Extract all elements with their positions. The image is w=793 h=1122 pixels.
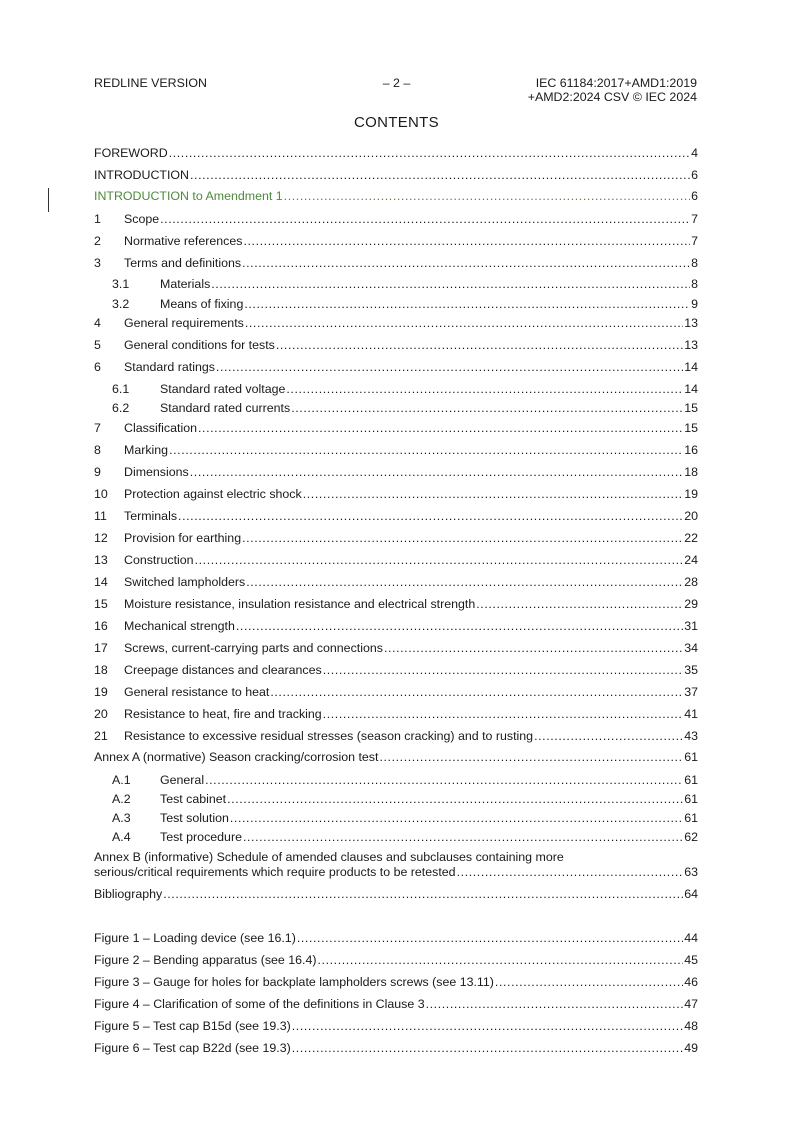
- toc-entry-number: 6: [94, 360, 101, 374]
- toc-leader-dots: [534, 729, 683, 743]
- toc-entry-title: Figure 4 – Clarification of some of the definitions in Clause 3: [94, 997, 425, 1011]
- toc-entry-clause-6-1[interactable]: [94, 380, 698, 396]
- toc-entry-clause-6-2[interactable]: [94, 399, 698, 415]
- toc-entry-clause-21[interactable]: [94, 727, 698, 743]
- toc-leader-dots: [195, 553, 684, 567]
- toc-entry-number: A.3: [112, 811, 131, 825]
- toc-leader-dots: [190, 465, 683, 479]
- toc-leader-dots: [169, 443, 683, 457]
- page-title: CONTENTS: [354, 114, 439, 131]
- toc-entry-title: Dimensions: [124, 465, 189, 479]
- toc-entry-number: 14: [94, 575, 108, 589]
- toc-entry-title: Provision for earthing: [124, 531, 242, 545]
- toc-entry-title: Annex B (informative) Schedule of amended clauses and subclauses containing more: [94, 850, 564, 864]
- toc-entry-page: 19: [684, 487, 698, 501]
- toc-entry-page: 35: [684, 663, 698, 677]
- toc-entry-page: 41: [684, 707, 698, 721]
- toc-entry-clause-20[interactable]: [94, 705, 698, 721]
- toc-entry-title: Standard ratings: [124, 360, 215, 374]
- toc-leader-dots: [318, 953, 684, 967]
- toc-entry-number: 17: [94, 641, 108, 655]
- toc-entry-title: Means of fixing: [160, 297, 244, 311]
- toc-entry-title: Mechanical strength: [124, 619, 235, 633]
- toc-leader-dots: [457, 865, 684, 879]
- toc-entry-foreword[interactable]: [94, 144, 698, 160]
- toc-entry-title: Construction: [124, 553, 194, 567]
- toc-entry-title: Screws, current-carrying parts and connections: [124, 641, 383, 655]
- toc-entry-annex-b[interactable]: [94, 850, 698, 879]
- toc-entry-page: 24: [684, 553, 698, 567]
- toc-entry-title: Terminals: [124, 509, 178, 523]
- toc-entry-clause-8[interactable]: [94, 441, 698, 457]
- toc-entry-page: 37: [684, 685, 698, 699]
- toc-entry-number: 19: [94, 685, 108, 699]
- toc-entry-clause-16[interactable]: [94, 617, 698, 633]
- toc-entry-title: FOREWORD: [94, 146, 168, 160]
- toc-entry-title: Standard rated currents: [160, 401, 291, 415]
- toc-entry-annex-a-1[interactable]: [94, 771, 698, 787]
- toc-entry-page: 31: [684, 619, 698, 633]
- toc-entry-page: 7: [691, 234, 698, 248]
- toc-entry-number: 10: [94, 487, 108, 501]
- toc-leader-dots: [286, 382, 683, 396]
- toc-entry-title: Figure 2 – Bending apparatus (see 16.4): [94, 953, 317, 967]
- toc-entry-title: Resistance to heat, fire and tracking: [124, 707, 322, 721]
- toc-leader-dots: [297, 931, 683, 945]
- toc-entry-number: 12: [94, 531, 108, 545]
- toc-entry-clause-14[interactable]: [94, 573, 698, 589]
- toc-leader-dots: [303, 487, 684, 501]
- toc-entry-page: 28: [684, 575, 698, 589]
- toc-entry-clause-5[interactable]: [94, 336, 698, 352]
- toc-entry-page: 18: [684, 465, 698, 479]
- toc-entry-figure-1[interactable]: [94, 929, 698, 945]
- toc-entry-clause-11[interactable]: [94, 507, 698, 523]
- toc-entry-clause-19[interactable]: [94, 683, 698, 699]
- toc-entry-clause-17[interactable]: [94, 639, 698, 655]
- toc-entry-number: 13: [94, 553, 108, 567]
- toc-entry-clause-9[interactable]: [94, 463, 698, 479]
- toc-entry-page: 13: [684, 338, 698, 352]
- toc-entry-title: Bibliography: [94, 887, 163, 901]
- toc-entry-title: Protection against electric shock: [124, 487, 302, 501]
- toc-entry-clause-18[interactable]: [94, 661, 698, 677]
- toc-leader-dots: [227, 792, 683, 806]
- toc-entry-page: 8: [691, 256, 698, 270]
- toc-entry-clause-12[interactable]: [94, 529, 698, 545]
- toc-entry-number: A.1: [112, 773, 131, 787]
- toc-entry-number: 6.2: [112, 401, 130, 415]
- toc-entry-title: General resistance to heat: [124, 685, 270, 699]
- toc-entry-page: 4: [691, 146, 698, 160]
- toc-entry-page: 61: [684, 773, 698, 787]
- toc-leader-dots: [379, 750, 683, 764]
- toc-leader-dots: [160, 212, 690, 226]
- toc-entry-number: 21: [94, 729, 108, 743]
- toc-leader-dots: [292, 1041, 683, 1055]
- toc-entry-page: 14: [684, 360, 698, 374]
- toc-entry-figure-3[interactable]: [94, 973, 698, 989]
- toc-entry-page: 6: [691, 189, 698, 203]
- toc-entry-title: Switched lampholders: [124, 575, 246, 589]
- toc-entry-bibliography[interactable]: [94, 885, 698, 901]
- toc-leader-dots: [246, 575, 683, 589]
- toc-entry-clause-15[interactable]: [94, 595, 698, 611]
- toc-entry-title: Figure 6 – Test cap B22d (see 19.3): [94, 1041, 291, 1055]
- revision-change-bar: [48, 188, 49, 212]
- toc-leader-dots: [245, 316, 683, 330]
- toc-entry-title: Test procedure: [160, 830, 242, 844]
- toc-entry-annex-a[interactable]: [94, 748, 698, 764]
- toc-entry-title: General: [160, 773, 205, 787]
- toc-entry-number: 1: [94, 212, 101, 226]
- toc-entry-title: General conditions for tests: [124, 338, 275, 352]
- toc-entry-page: 6: [691, 168, 698, 182]
- toc-leader-dots: [426, 997, 684, 1011]
- toc-leader-dots: [169, 146, 690, 160]
- toc-entry-page: 34: [684, 641, 698, 655]
- toc-entry-title: INTRODUCTION: [94, 168, 189, 182]
- toc-leader-dots: [291, 401, 683, 415]
- toc-entry-page: 22: [684, 531, 698, 545]
- toc-leader-dots: [384, 641, 683, 655]
- toc-entry-clause-2[interactable]: [94, 232, 698, 248]
- toc-entry-page: 49: [684, 1041, 698, 1055]
- toc-leader-dots: [495, 975, 683, 989]
- toc-leader-dots: [476, 597, 683, 611]
- toc-entry-number: 5: [94, 338, 101, 352]
- toc-entry-number: 2: [94, 234, 101, 248]
- toc-entry-page: 14: [684, 382, 698, 396]
- header-document-label: REDLINE VERSION: [94, 76, 207, 90]
- toc-leader-dots: [211, 277, 690, 291]
- toc-entry-page: 61: [684, 750, 698, 764]
- toc-leader-dots: [178, 509, 683, 523]
- toc-entry-title: Test solution: [160, 811, 229, 825]
- toc-entry-page: 61: [684, 811, 698, 825]
- toc-entry-title: Marking: [124, 443, 169, 457]
- toc-entry-number: 20: [94, 707, 108, 721]
- toc-entry-page: 15: [684, 401, 698, 415]
- toc-leader-dots: [242, 256, 690, 270]
- toc-entry-page: 16: [684, 443, 698, 457]
- toc-entry-number: 3: [94, 256, 101, 270]
- header-standard-id: [528, 76, 697, 104]
- toc-entry-figure-2[interactable]: [94, 951, 698, 967]
- toc-entry-title: Figure 5 – Test cap B15d (see 19.3): [94, 1019, 291, 1033]
- header-standard-line2: +AMD2:2024 CSV © IEC 2024: [527, 90, 697, 104]
- toc-leader-dots: [292, 1019, 683, 1033]
- toc-leader-dots: [198, 421, 683, 435]
- header-standard-line1: IEC 61184:2017+AMD1:2019: [535, 76, 697, 90]
- toc-entry-page: 44: [684, 931, 698, 945]
- toc-leader-dots: [163, 887, 683, 901]
- toc-entry-number: 16: [94, 619, 108, 633]
- toc-entry-clause-13[interactable]: [94, 551, 698, 567]
- toc-entry-number: 8: [94, 443, 101, 457]
- toc-entry-figure-5[interactable]: [94, 1017, 698, 1033]
- toc-entry-annex-a-4[interactable]: [94, 828, 698, 844]
- toc-entry-page: 9: [691, 297, 698, 311]
- toc-entry-figure-6[interactable]: [94, 1039, 698, 1055]
- toc-entry-figure-4[interactable]: [94, 995, 698, 1011]
- toc-entry-number: 3.2: [112, 297, 130, 311]
- toc-entry-introduction-amendment-1[interactable]: [94, 187, 698, 203]
- toc-entry-number: 3.1: [112, 277, 130, 291]
- toc-leader-dots: [243, 234, 690, 248]
- toc-entry-page: 63: [684, 865, 698, 879]
- toc-entry-page: 29: [684, 597, 698, 611]
- toc-entry-page: 13: [684, 316, 698, 330]
- toc-entry-number: A.4: [112, 830, 131, 844]
- toc-leader-dots: [244, 297, 690, 311]
- toc-entry-annex-a-3[interactable]: [94, 809, 698, 825]
- toc-entry-title: Creepage distances and clearances: [124, 663, 322, 677]
- toc-entry-title: Classification: [124, 421, 197, 435]
- toc-entry-title: Test cabinet: [160, 792, 227, 806]
- toc-entry-page: 8: [691, 277, 698, 291]
- toc-entry-title: Moisture resistance, insulation resistance and electrical strength: [124, 597, 476, 611]
- toc-entry-title: Scope: [124, 212, 160, 226]
- toc-entry-title: Resistance to excessive residual stresses (season cracking) and to rusting: [124, 729, 534, 743]
- header-page-number: – 2 –: [382, 76, 411, 90]
- toc-leader-dots: [276, 338, 683, 352]
- toc-entry-number: A.2: [112, 792, 131, 806]
- toc-entry-title: Figure 3 – Gauge for holes for backplate lampholders screws (see 13.11): [94, 975, 494, 989]
- toc-entry-title: Materials: [160, 277, 211, 291]
- toc-entry-number: 7: [94, 421, 101, 435]
- toc-entry-number: 9: [94, 465, 101, 479]
- toc-entry-page: 45: [684, 953, 698, 967]
- toc-entry-title: Figure 1 – Loading device (see 16.1): [94, 931, 296, 945]
- toc-leader-dots: [323, 707, 684, 721]
- toc-entry-clause-3-2[interactable]: [94, 295, 698, 311]
- toc-leader-dots: [230, 811, 683, 825]
- toc-entry-page: 62: [684, 830, 698, 844]
- toc-entry-number: 11: [94, 509, 107, 523]
- toc-entry-page: 7: [691, 212, 698, 226]
- toc-entry-page: 47: [684, 997, 698, 1011]
- toc-entry-title: Standard rated voltage: [160, 382, 286, 396]
- toc-leader-dots: [236, 619, 683, 633]
- toc-entry-clause-4[interactable]: [94, 314, 698, 330]
- toc-entry-page: 64: [684, 887, 698, 901]
- toc-entry-title: Normative references: [124, 234, 243, 248]
- toc-leader-dots: [205, 773, 683, 787]
- toc-entry-page: 46: [684, 975, 698, 989]
- toc-leader-dots: [242, 531, 683, 545]
- toc-entry-number: 4: [94, 316, 101, 330]
- toc-entry-clause-10[interactable]: [94, 485, 698, 501]
- toc-entry-title-continued: serious/critical requirements which require products to be retested: [94, 865, 456, 879]
- toc-entry-number: 6.1: [112, 382, 130, 396]
- toc-entry-page: 61: [684, 792, 698, 806]
- toc-entry-clause-6[interactable]: [94, 358, 698, 374]
- toc-entry-introduction[interactable]: [94, 166, 698, 182]
- toc-entry-title: INTRODUCTION to Amendment 1: [94, 189, 283, 203]
- toc-leader-dots: [284, 189, 690, 203]
- toc-leader-dots: [243, 830, 683, 844]
- toc-leader-dots: [270, 685, 683, 699]
- toc-leader-dots: [190, 168, 690, 182]
- toc-leader-dots: [216, 360, 683, 374]
- toc-entry-title: Terms and definitions: [124, 256, 242, 270]
- toc-entry-page: 48: [684, 1019, 698, 1033]
- toc-entry-number: 18: [94, 663, 108, 677]
- toc-entry-clause-1[interactable]: [94, 210, 698, 226]
- toc-entry-annex-a-2[interactable]: [94, 790, 698, 806]
- toc-entry-clause-3[interactable]: [94, 254, 698, 270]
- toc-entry-title: General requirements: [124, 316, 244, 330]
- toc-entry-clause-7[interactable]: [94, 419, 698, 435]
- toc-entry-page: 43: [684, 729, 698, 743]
- toc-entry-clause-3-1[interactable]: [94, 275, 698, 291]
- toc-entry-page: 20: [684, 509, 698, 523]
- toc-entry-page: 15: [684, 421, 698, 435]
- toc-leader-dots: [323, 663, 684, 677]
- toc-entry-title: Annex A (normative) Season cracking/corrosion test: [94, 750, 379, 764]
- toc-entry-number: 15: [94, 597, 108, 611]
